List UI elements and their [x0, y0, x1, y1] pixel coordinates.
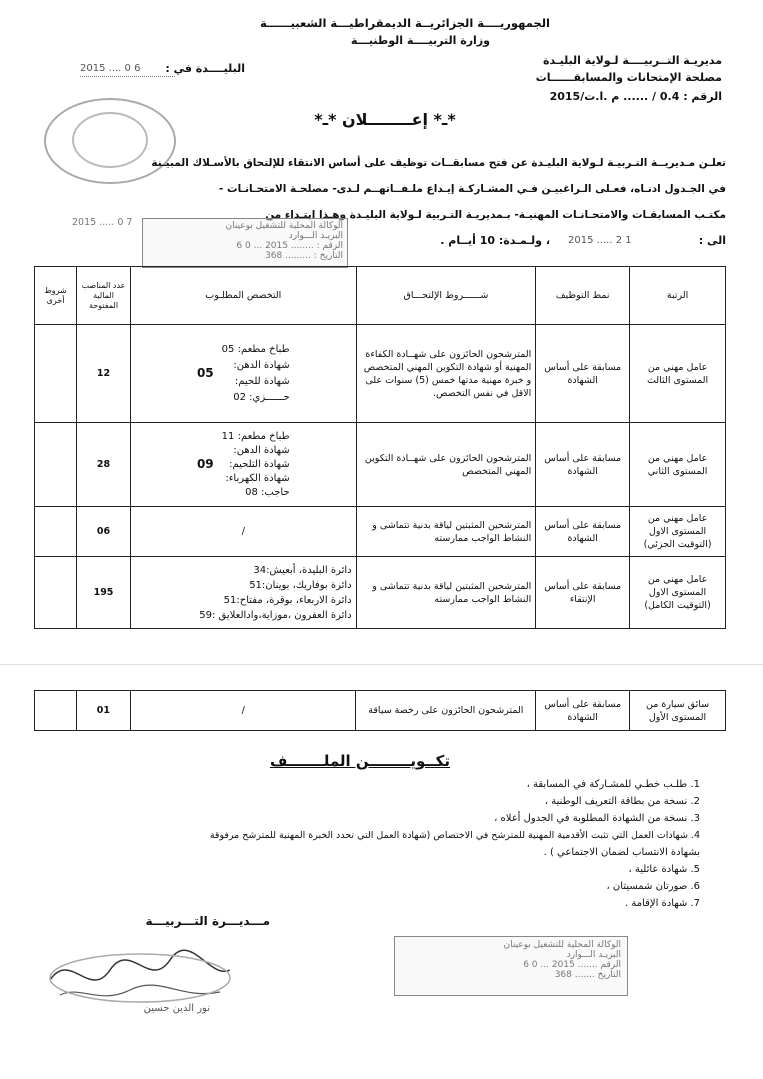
to-label: الى :	[698, 234, 726, 247]
intro-line-2: في الجـدول ادنـاه، فعـلى الـراغبيـن فـي المشـاركـة إيـداع ملـفــاتهــم لـدى- مصلحـة الامتحـانـات -	[219, 183, 726, 195]
intro-line-3: مكتـب المسابقـات والامتحـانـات المهنيـة- بـمديريـة التـربية لـولاية البليـدة وهـذا ابتـداء من	[265, 209, 726, 221]
spec-line: حــــــزي: 02	[233, 391, 290, 403]
other-cell	[35, 557, 77, 629]
spec-line: دائرة بوفاريك، بوينان:51	[249, 579, 352, 591]
list-item: 1. طلـب خطـي للمشـاركة في المسابقة ،	[526, 779, 700, 790]
header-mode: نمط التوظيف	[536, 267, 630, 325]
conditions-cell: المترشحين المثبتين لياقة بدنية تتماشى و النشاط الواجب ممارسته	[356, 507, 536, 557]
spec-line: طباخ مطعم: 11	[221, 430, 290, 442]
table-row	[35, 507, 726, 557]
count-cell: 12	[77, 325, 131, 423]
rank-cell: عامل مهني من المستوى الثالث	[630, 325, 726, 423]
conditions-cell: المترشحون الحائزون على شهــادة الكفاءة المهنية أو شهادة التكوين المهني المتخصص و خبرة مهنية مدتها خمس (5) سنوات على الاقل في نفس التخصص.	[356, 325, 536, 423]
bottom-stamp-line-1: الوكالة المحلية للتشغيل بوعينان	[503, 940, 621, 950]
specialty-cell	[130, 423, 356, 507]
agency-stamp-line-2: البريـد الـــوارد	[288, 231, 343, 241]
continuation-table	[34, 690, 726, 731]
count-cell: 06	[77, 507, 131, 557]
table-row	[35, 691, 726, 731]
page-bottom	[0, 682, 763, 1079]
mode-cell: مسابقة على أساس الشهادة	[536, 691, 630, 731]
announcement-title: *ـ* إعــــــــلان *ـ*	[314, 110, 456, 129]
list-item: 3. نسخة من الشهادة المطلوبة في الجدول أعلاه ،	[494, 813, 700, 824]
conditions-cell: المترشحين المثبتين لياقة بدنية تتماشى و النشاط الواجب ممارسته	[356, 557, 536, 629]
list-item: 2. نسخة من بطاقة التعريف الوطنية ،	[544, 796, 700, 807]
signature-title: مـــديـــرة التـــربيـــة	[145, 914, 270, 928]
header-conditions: شــــــروط الإلتحـــاق	[356, 267, 536, 325]
spec-line: دائرة العفرون ،موزاية،وادالعلايق :59	[199, 609, 352, 621]
directorate-label: مديريـة التــربيــــة لـولاية البليـدة	[542, 54, 722, 67]
dossier-title: تكــويــــــــن الملـــــــف	[269, 752, 451, 770]
grouped-value: 05	[196, 366, 214, 380]
date-value: 2015 .... 0 6	[80, 62, 175, 77]
mode-cell: مسابقة على أساس الشهادة	[536, 507, 630, 557]
spec-line: حاجب: 08	[245, 486, 290, 498]
count-cell: 01	[76, 691, 130, 731]
rank-cell: عامل مهني من المستوى الاول (التوقيت الجزئي)	[630, 507, 726, 557]
service-label: مصلحة الإمتحانات والمسابقــــــات	[535, 71, 722, 84]
specialty-cell: /	[130, 507, 356, 557]
reference-number: الرقم : 0.4 / ...... م .ا.ت/2015	[549, 90, 722, 103]
rank-cell: عامل مهني من المستوى الاول (التوقيت الكامل)	[630, 557, 726, 629]
rank-cell: سائق سيارة من المستوى الأول	[630, 691, 726, 731]
specialty-cell	[130, 325, 356, 423]
spec-line: دائرة الاربعاء، بوقرة، مفتاح:51	[223, 594, 352, 606]
conditions-cell: المترشحون الحائزون على شهــادة التكوين المهني المتخصص	[356, 423, 536, 507]
bottom-stamp-line-4: التاريخ ....... 368	[554, 970, 621, 980]
bottom-stamp-line-2: البريـد الـــوارد	[566, 950, 621, 960]
intro-line-1: تعلـن مـديريــة التـربيـة لـولاية البليـدة عن فتح مسابقــات توظيف على أساس الانتقاء للإلتحاق بالأسـلاك المبيـنة	[151, 157, 726, 169]
date-place-label: البليــــدة في :	[165, 62, 245, 75]
bottom-stamp-line-3: الرقم ....... 2015 ... 0 6	[523, 960, 621, 970]
duration-text: ، ولـمـدة: 10 أيــام .	[440, 234, 550, 247]
spec-line: دائرة البليدة، أبعيش:34	[253, 564, 352, 576]
positions-table	[34, 266, 726, 629]
mode-cell: مسابقة على أساس الشهادة	[536, 325, 630, 423]
other-cell	[35, 507, 77, 557]
grouped-value: 09	[196, 457, 214, 471]
list-item: 5. شهادة عائلية ،	[628, 864, 700, 875]
signatory-name: نور الدين حسين	[143, 1003, 210, 1014]
list-item: 7. شهادة الإقامة .	[624, 898, 700, 909]
count-cell: 195	[77, 557, 131, 629]
page-break	[0, 664, 763, 684]
agency-stamp-line-4: التاريخ : ......... 368	[265, 251, 343, 261]
to-date: 2015 ..... 2 1	[568, 235, 632, 246]
mode-cell: مسابقة على أساس الشهادة	[536, 423, 630, 507]
table-row	[35, 557, 726, 629]
table-row	[35, 423, 726, 507]
mode-cell: مسابقة على أساس الإنتقاء	[536, 557, 630, 629]
other-cell	[35, 423, 77, 507]
table-row	[35, 325, 726, 423]
specialty-cell	[130, 557, 356, 629]
stamp-date: 2015 ..... 0 7	[72, 217, 133, 228]
table-header-row	[35, 267, 726, 325]
agency-stamp	[142, 218, 348, 268]
agency-stamp-line-1: الوكالة المحلية للتشغيل بوعينان	[225, 221, 343, 231]
list-item: 4. شهادات العمل التي تثبت الأقدمية المهنية للمترشح في الاختصاص (شهادة العمل التي تحدد الخبرة المهنية للمترشح مرفوقة	[209, 830, 700, 841]
spec-line: شهادة الدهن:	[233, 359, 290, 371]
header-count: عدد المناصب المالية المفتوحة	[77, 267, 131, 325]
spec-line: شهادة للحيم:	[234, 375, 290, 387]
agency-stamp-line-3: الرقم : ........ 2015 ... 0 6	[236, 241, 343, 251]
rank-cell: عامل مهني من المستوى الثاني	[630, 423, 726, 507]
header-specialty: التخصص المطلـوب	[130, 267, 356, 325]
conditions-cell: المترشحون الحائزون على رخصة سياقة	[356, 691, 536, 731]
republic-header: الجمهوريــــة الجزائريــة الديمقراطيـــة الشعبيــــــة	[260, 16, 550, 30]
spec-line: شهادة الكهرباء:	[225, 472, 290, 484]
bottom-agency-stamp	[394, 936, 628, 996]
header-other: شروط أخرى	[35, 267, 77, 325]
other-cell	[35, 325, 77, 423]
spec-line: طباخ مطعم: 05	[221, 343, 290, 355]
spec-line: شهادة الدهن:	[233, 444, 290, 456]
other-cell	[35, 691, 77, 731]
header-rank: الرتبة	[630, 267, 726, 325]
dossier-list	[40, 776, 700, 912]
list-item: 6. صورتان شمسيتان ،	[606, 881, 700, 892]
ministry-header: وزارة التربيــــة الوطنيـــة	[350, 34, 490, 47]
spec-line: شهادة التلحيم:	[229, 458, 290, 470]
list-item: بشهادة الانتساب لضمان الاجتماعي ) .	[543, 847, 700, 858]
count-cell: 28	[77, 423, 131, 507]
specialty-cell: /	[130, 691, 356, 731]
